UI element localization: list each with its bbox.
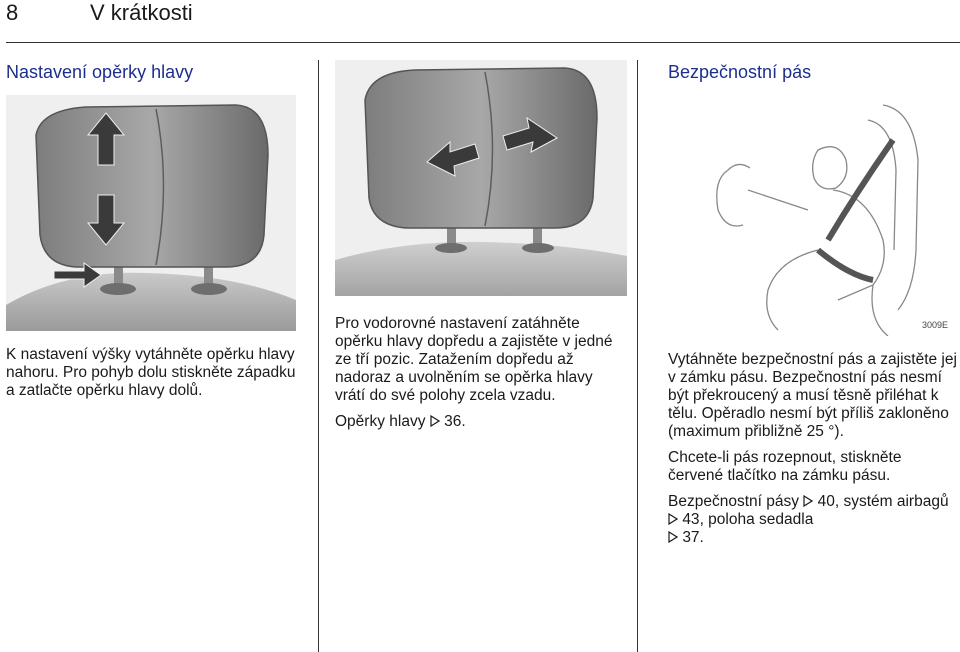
section-title-seatbelt: Bezpečnostní pás (668, 62, 812, 82)
chapter-title: V krátkosti (90, 0, 193, 25)
headrest-height-text (6, 346, 306, 408)
header-rule (6, 42, 960, 43)
ref-page[interactable]: 43 (682, 511, 700, 528)
ref-page[interactable]: 40 (817, 493, 835, 510)
paragraph: Pro vodorovné nastavení zatáhněte opěrku hlavy dopředu a zajistěte v jedné ze tří pozic. Zatažením dopředu až nadoraz a uvolněním se opěrka hlavy vrátí do své polohy zcela vzadu. (335, 315, 613, 404)
paragraph: Chcete-li pás rozepnout, stiskněte červené tlačítko na zámku pásu. (668, 449, 902, 484)
headrest-horizontal-illustration (335, 60, 627, 296)
cross-reference (668, 493, 958, 547)
headrest-horizontal-text (335, 315, 625, 439)
page-reference-icon (803, 495, 813, 507)
cross-reference (335, 413, 625, 431)
headrest-height-illustration (6, 95, 296, 331)
ref-label[interactable]: , systém airbagů (834, 493, 949, 510)
column-divider-2 (637, 60, 638, 652)
image-code: 3009E (922, 320, 949, 330)
ref-label[interactable]: , poloha sedadla (699, 511, 814, 528)
ref-page[interactable]: 37. (682, 529, 704, 546)
section-title-headrest: Nastavení opěrky hlavy (6, 62, 194, 82)
page-reference-icon (668, 531, 678, 543)
ref-label[interactable]: Bezpečnostní pásy (668, 493, 799, 510)
page-reference-icon (430, 415, 440, 427)
seatbelt-illustration (668, 100, 960, 336)
paragraph: K nastavení výšky vytáhněte opěrku hlavy nahoru. Pro pohyb dolu stiskněte západku a zatlačte opěrku hlavy dolů. (6, 346, 296, 399)
page-number: 8 (6, 0, 19, 25)
paragraph: Vytáhněte bezpečnostní pás a zajistěte jej v zámku pásu. Bezpečnostní pás nesmí být překroucený a musí těsně přiléhat k tělu. Opěradlo nesmí být příliš zakloněno (maximum přibližně 25 °). (668, 351, 957, 440)
page-reference-icon (668, 513, 678, 525)
ref-page[interactable]: 36. (444, 413, 466, 430)
seatbelt-text (668, 351, 958, 555)
ref-label[interactable]: Opěrky hlavy (335, 413, 426, 430)
column-divider-1 (318, 60, 319, 652)
